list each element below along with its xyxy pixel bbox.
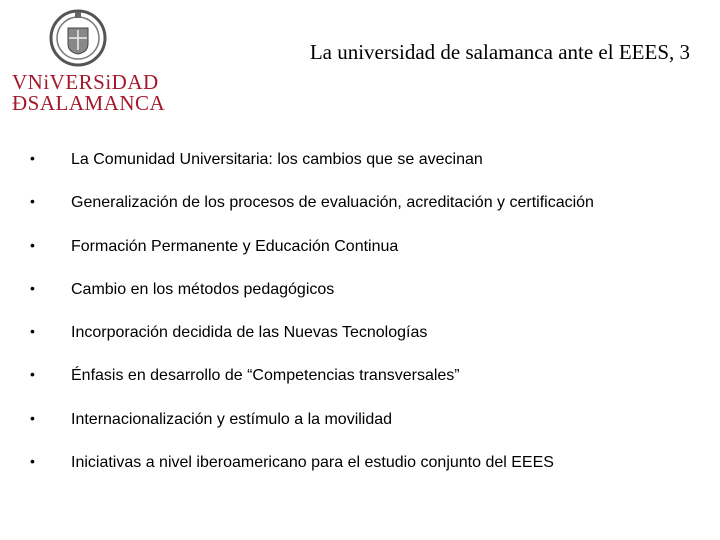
bullet-text: Iniciativas a nivel iberoamericano para el estudio conjunto del EEES [71,454,554,472]
bullet-icon: • [30,193,35,210]
bullet-text: Generalización de los procesos de evaluación, acreditación y certificación [71,194,594,212]
bullet-icon: • [30,236,35,253]
university-seal-icon [48,6,108,68]
bullet-text: Énfasis en desarrollo de “Competencias transversales” [71,367,460,385]
university-logo [10,6,166,115]
logo-wordmark-line1: VNiVERSiDAD [12,70,159,94]
slide-title: La universidad de salamanca ante el EEES, 3 [309,40,690,64]
bullet-text: Internacionalización y estímulo a la movilidad [71,410,393,428]
bullet-icon: • [30,323,35,340]
bullet-icon: • [30,453,35,470]
bullet-text: Cambio en los métodos pedagógicos [71,280,335,298]
logo-wordmark-line2: ÐSALAMANCA [12,91,166,115]
bullet-icon: • [30,366,35,383]
bullet-text: Incorporación decidida de las Nuevas Tecnologías [71,324,428,342]
bullet-icon: • [30,150,35,166]
bullet-text: La Comunidad Universitaria: los cambios que se avecinan [71,151,483,168]
bullet-icon: • [30,279,35,296]
bullet-text: Formación Permanente y Educación Continua [71,237,399,255]
bullet-icon: • [30,409,35,426]
